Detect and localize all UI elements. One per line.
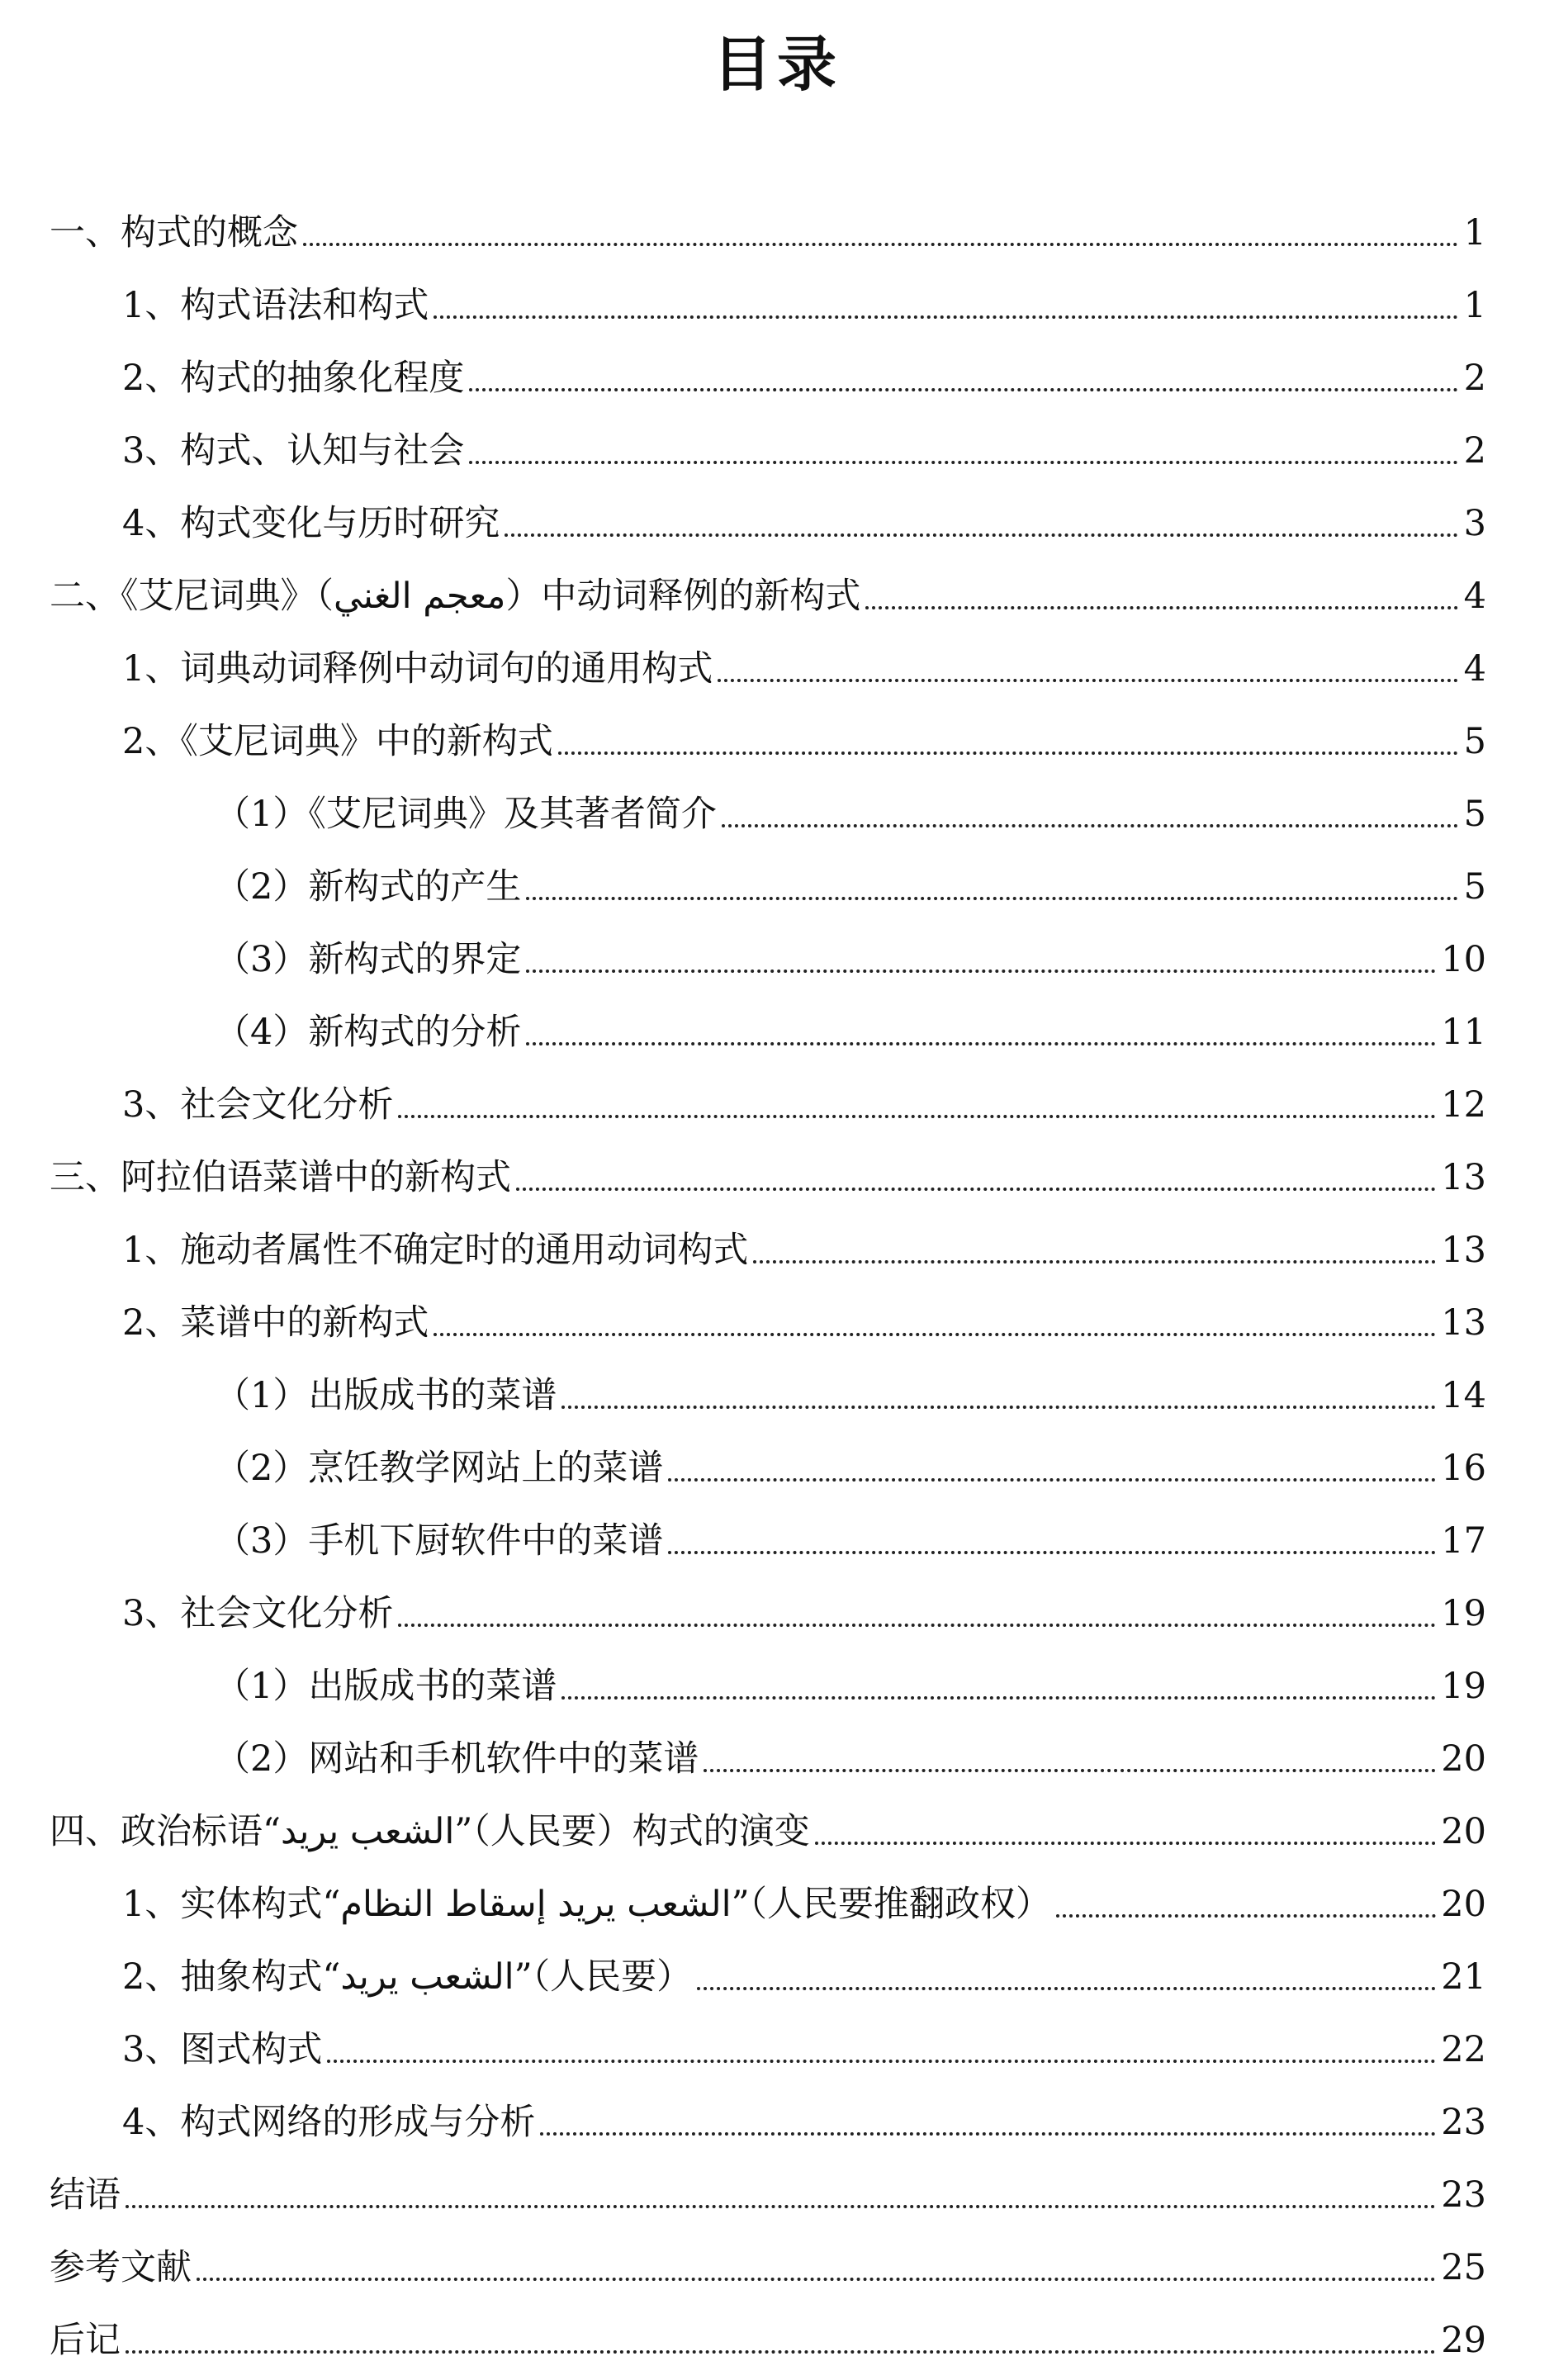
toc-entry-page: 10	[1441, 939, 1486, 980]
toc-entry[interactable]	[50, 692, 1486, 765]
toc-entry[interactable]	[50, 1055, 1486, 1128]
toc-entry[interactable]	[50, 619, 1486, 692]
toc-entry-page: 12	[1441, 1084, 1486, 1126]
dot-leader	[434, 315, 1458, 319]
toc-entry[interactable]	[50, 2218, 1486, 2291]
toc-entry-page: 19	[1441, 1666, 1486, 1707]
toc-entry-label: 4、构式网络的形成与分析	[122, 2102, 536, 2143]
toc-entry-page: 5	[1463, 866, 1486, 908]
toc-entry[interactable]	[50, 1201, 1486, 1273]
toc-entry-page: 5	[1463, 794, 1486, 835]
toc-entry[interactable]	[50, 183, 1486, 256]
toc-entry-page: 20	[1441, 1738, 1486, 1780]
toc-entry-label: 四、政治标语“الشعب يريد”（人民要）构式的演变	[50, 1811, 810, 1852]
dot-leader	[697, 1987, 1436, 1990]
toc-entry[interactable]	[50, 1273, 1486, 1346]
toc-entry[interactable]	[50, 2145, 1486, 2218]
toc-entry-label: 二、《艾尼词典》（معجم الغني）中动词释例的新构式	[50, 576, 861, 617]
toc-entry[interactable]	[50, 1491, 1486, 1564]
toc-entry[interactable]	[50, 1637, 1486, 1709]
toc-entry-label: （1）出版成书的菜谱	[215, 1666, 557, 1707]
dot-leader	[668, 1478, 1436, 1482]
toc-entry-label: 结语	[50, 2174, 121, 2216]
page-title: 目录	[712, 29, 841, 99]
toc-entry[interactable]	[50, 1709, 1486, 1782]
toc-entry[interactable]	[50, 2291, 1486, 2363]
toc-entry-label: （3）新构式的界定	[215, 939, 522, 980]
dot-leader	[197, 2278, 1436, 2281]
toc-entry-label: 3、社会文化分析	[122, 1084, 394, 1126]
toc-entry-page: 25	[1441, 2247, 1486, 2288]
toc-entry[interactable]	[50, 983, 1486, 1055]
toc-entry-label: 4、构式变化与历时研究	[122, 503, 500, 544]
toc-entry[interactable]	[50, 1927, 1486, 2000]
toc-entry[interactable]	[50, 1128, 1486, 1201]
toc-entry-page: 5	[1463, 721, 1486, 762]
toc-entry[interactable]	[50, 547, 1486, 619]
toc-entry-label: 一、构式的概念	[50, 212, 298, 254]
toc-entry-label: 2、《艾尼词典》中的新构式	[122, 721, 553, 762]
toc-entry-page: 4	[1463, 648, 1486, 690]
toc-entry-label: 1、词典动词释例中动词句的通用构式	[122, 648, 713, 690]
dot-leader	[722, 824, 1458, 827]
dot-leader	[753, 1260, 1436, 1263]
toc-entry-label: （1）《艾尼词典》及其著者简介	[215, 794, 717, 835]
toc-entry-label: 3、构式、认知与社会	[122, 430, 465, 472]
dot-leader	[526, 970, 1436, 973]
toc-entry-label: 3、社会文化分析	[122, 1593, 394, 1634]
toc-entry-page: 1	[1463, 212, 1486, 254]
dot-leader	[668, 1551, 1436, 1554]
toc-entry-page: 4	[1463, 576, 1486, 617]
toc-entry-page: 23	[1441, 2174, 1486, 2216]
dot-leader	[865, 606, 1458, 609]
toc-entry[interactable]	[50, 910, 1486, 983]
toc-entry[interactable]	[50, 256, 1486, 329]
dot-leader	[469, 388, 1458, 391]
toc-entry-page: 1	[1463, 285, 1486, 326]
toc-entry-label: 3、图式构式	[122, 2029, 323, 2070]
table-of-contents	[50, 183, 1486, 2363]
toc-entry-label: （3）手机下厨软件中的菜谱	[215, 1520, 664, 1562]
toc-entry[interactable]	[50, 329, 1486, 401]
toc-entry-page: 14	[1441, 1375, 1486, 1416]
dot-leader	[434, 1333, 1436, 1336]
dot-leader	[526, 1042, 1436, 1045]
dot-leader	[398, 1624, 1436, 1627]
toc-entry-label: 三、阿拉伯语菜谱中的新构式	[50, 1157, 511, 1198]
toc-entry-label: （4）新构式的分析	[215, 1012, 522, 1053]
dot-leader	[126, 2350, 1436, 2354]
toc-entry-label: 1、构式语法和构式	[122, 285, 429, 326]
toc-entry-page: 21	[1441, 1956, 1486, 1998]
toc-entry-label: 1、实体构式“الشعب يريد إسقاط النظام”（人民要推翻政权）	[122, 1884, 1052, 1925]
toc-entry-page: 11	[1441, 1012, 1486, 1053]
toc-entry[interactable]	[50, 837, 1486, 910]
toc-entry-label: 1、施动者属性不确定时的通用动词构式	[122, 1230, 749, 1271]
toc-entry-label: 2、构式的抽象化程度	[122, 358, 465, 399]
toc-entry-label: （1）出版成书的菜谱	[215, 1375, 557, 1416]
toc-entry[interactable]	[50, 1855, 1486, 1927]
dot-leader	[526, 897, 1458, 900]
dot-leader	[505, 533, 1458, 537]
dot-leader	[815, 1842, 1437, 1845]
toc-entry-page: 17	[1441, 1520, 1486, 1562]
toc-entry-label: （2）烹饪教学网站上的菜谱	[215, 1448, 664, 1489]
toc-entry[interactable]	[50, 474, 1486, 547]
toc-entry-page: 22	[1441, 2029, 1486, 2070]
toc-entry-page: 16	[1441, 1448, 1486, 1489]
toc-entry-page: 20	[1441, 1811, 1486, 1852]
dot-leader	[1056, 1914, 1436, 1918]
toc-entry[interactable]	[50, 1564, 1486, 1637]
dot-leader	[540, 2132, 1436, 2136]
toc-entry-page: 19	[1441, 1593, 1486, 1634]
toc-entry-label: 2、菜谱中的新构式	[122, 1302, 429, 1344]
toc-entry-page: 13	[1441, 1157, 1486, 1198]
toc-entry[interactable]	[50, 765, 1486, 837]
toc-entry[interactable]	[50, 1346, 1486, 1419]
dot-leader	[303, 243, 1458, 246]
toc-entry[interactable]	[50, 1419, 1486, 1491]
toc-entry-page: 13	[1441, 1230, 1486, 1271]
dot-leader	[469, 461, 1458, 464]
toc-entry-page: 2	[1463, 430, 1486, 472]
toc-entry[interactable]	[50, 401, 1486, 474]
toc-entry-page: 3	[1463, 503, 1486, 544]
dot-leader	[327, 2060, 1436, 2063]
dot-leader	[561, 1696, 1436, 1700]
toc-entry-label: （2）网站和手机软件中的菜谱	[215, 1738, 699, 1780]
toc-entry[interactable]	[50, 2000, 1486, 2073]
toc-entry-page: 29	[1441, 2320, 1486, 2361]
toc-entry-page: 23	[1441, 2102, 1486, 2143]
dot-leader	[718, 679, 1458, 682]
toc-entry-label: 2、抽象构式“الشعب يريد”（人民要）	[122, 1956, 693, 1998]
toc-entry-page: 2	[1463, 358, 1486, 399]
toc-entry[interactable]	[50, 1782, 1486, 1855]
dot-leader	[558, 751, 1458, 755]
dot-leader	[516, 1188, 1436, 1191]
toc-entry-page: 20	[1441, 1884, 1486, 1925]
toc-entry[interactable]	[50, 2073, 1486, 2145]
dot-leader	[704, 1769, 1436, 1772]
toc-entry-label: 后记	[50, 2320, 121, 2361]
dot-leader	[126, 2205, 1436, 2208]
dot-leader	[398, 1115, 1436, 1118]
toc-entry-label: 参考文献	[50, 2247, 192, 2288]
toc-entry-label: （2）新构式的产生	[215, 866, 522, 908]
dot-leader	[561, 1406, 1436, 1409]
toc-entry-page: 13	[1441, 1302, 1486, 1344]
